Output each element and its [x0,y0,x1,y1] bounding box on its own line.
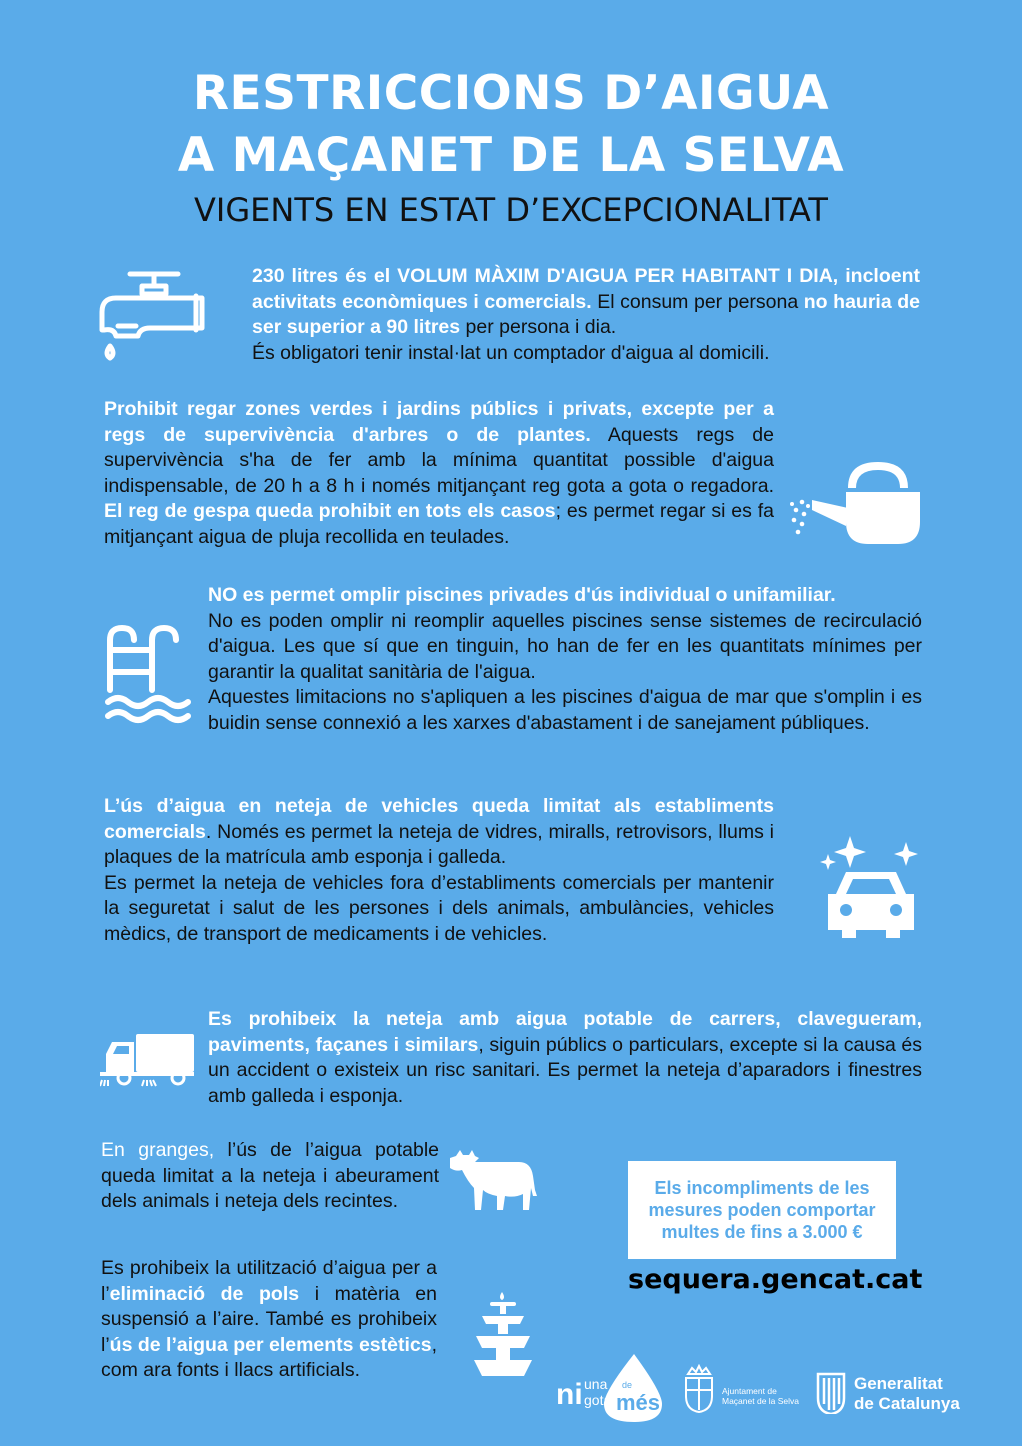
highlight: Es prohibeix la neteja amb aigua potable de carrers, clavegueram, paviments, façanes i similars [208,1008,922,1056]
highlight: El reg de gespa queda prohibit en tots els casos [104,500,556,523]
tap-icon [98,266,210,366]
title-line-2: A MAÇANET DE LA SELVA [177,128,845,183]
title-line-1: RESTRICCIONS D’AIGUA [192,66,830,121]
pool-ladder-icon [104,624,194,724]
section-farms [101,1138,439,1215]
ajuntament-line-2: Maçanet de la Selva [722,1396,800,1406]
fine-text: Els incompliments de les mesures poden comportar multes de fins a 3.000 € [648,1178,876,1242]
section-pools [208,583,922,737]
section-vehicles [104,794,774,948]
ajuntament-line-1: Ajuntament de [722,1386,777,1396]
highlight: Prohibit regar zones verdes i jardins públics i privats, excepte per a regs de supervivència d'arbres o de plantes. [104,398,774,446]
text: l’ús de l’aigua potable queda limitat a la neteja i abeurament dels animals i neteja dels recintes. [101,1139,440,1213]
campaign-logo [556,1352,666,1424]
cow-icon [448,1148,544,1218]
text: i matèria en suspensió a l’aire. També es prohibeix l’ [101,1282,437,1356]
text: , com ara fonts i llacs artificials. [101,1333,437,1382]
generalitat-logo [816,1372,976,1416]
text: Aquests regs de supervivència s'ha de fer amb la mínima quantitat possible d'aigua indispensable, de 20 h a 8 h i només mitjançant reg gota a gota o regadora. [104,423,774,497]
generalitat-line-2: de Catalunya [854,1394,960,1413]
website-link[interactable]: sequera.gencat.cat [628,1264,923,1295]
street-sweeper-icon [100,1032,196,1088]
campaign-mes: més [616,1390,661,1415]
section-water-volume [252,264,920,366]
highlight: L’ús d’aigua en neteja de vehicles queda limitat als establiments comercials [104,795,774,843]
text: Aquestes limitacions no s'apliquen a les piscines d'aigua de mar que s'omplin i es buidin sense connexió a les xarxes d'abastament i de sanejament públiques. [208,686,922,734]
text: , siguin públics o particulars, excepte si la causa és un accident o existeix un risc sanitari. Es permet la neteja d’aparadors i finestres amb galleda i esponja. [208,1033,922,1107]
section-aesthetic-uses [101,1256,437,1384]
generalitat-line-1: Generalitat [854,1374,943,1393]
highlight: 230 litres és el VOLUM MÀXIM D'AIGUA PER HABITANT I DIA, incloent activitats econòmiques i comercials. [252,265,920,313]
fountain-icon [472,1290,534,1380]
subtitle: VIGENTS EN ESTAT D’EXCEPCIONALITAT [194,191,828,229]
fine-notice [628,1161,896,1259]
campaign-ni: ni [556,1378,583,1411]
text: ; es permet regar si es fa mitjançant aigua de pluja recollida en teulades. [104,500,774,548]
highlight: NO es permet omplir piscines privades d'ús individual o unifamiliar. [208,584,836,606]
text: Es permet la neteja de vehicles fora d’establiments comercials per mantenir la seguretat i salut de les persones i dels animals, ambulàncies, vehicles mèdics, de transport de medicaments i de vehicles. [104,871,774,945]
campaign-de: de [622,1380,633,1390]
text: per persona i dia. [460,316,617,339]
highlight: En granges, [101,1139,215,1161]
highlight: ús de l’aigua per elements estètics [109,1333,432,1356]
highlight: eliminació de pols [109,1282,300,1305]
text: Es prohibeix la utilització d’aigua per a l’ [101,1257,437,1305]
campaign-gota: gota [584,1392,612,1408]
section-irrigation [104,397,774,551]
campaign-una: una [584,1376,608,1392]
text: El consum per persona [591,290,804,313]
text: No es poden omplir ni reomplir aquelles piscines sense sistemes de recirculació d'aigua. Les que sí que en tinguin, ho han de fer en les quantitats mínimes per garantir la qualitat sanitària de l'aigua. [208,609,922,683]
senyera-shield-icon [816,1372,846,1414]
ajuntament-logo [682,1364,812,1416]
text: . Només es permet la neteja de vidres, miralls, retrovisors, llums i plaques de la matrícula amb esponja i galleda. [104,820,774,869]
text: És obligatori tenir instal·lat un comptador d'aigua al domicili. [252,341,770,364]
watering-can-icon [790,458,922,548]
coat-of-arms-icon [682,1364,716,1414]
highlight: no hauria de ser superior a 90 litres [252,290,920,339]
car-wash-icon [818,834,924,940]
section-street-cleaning [208,1007,922,1109]
